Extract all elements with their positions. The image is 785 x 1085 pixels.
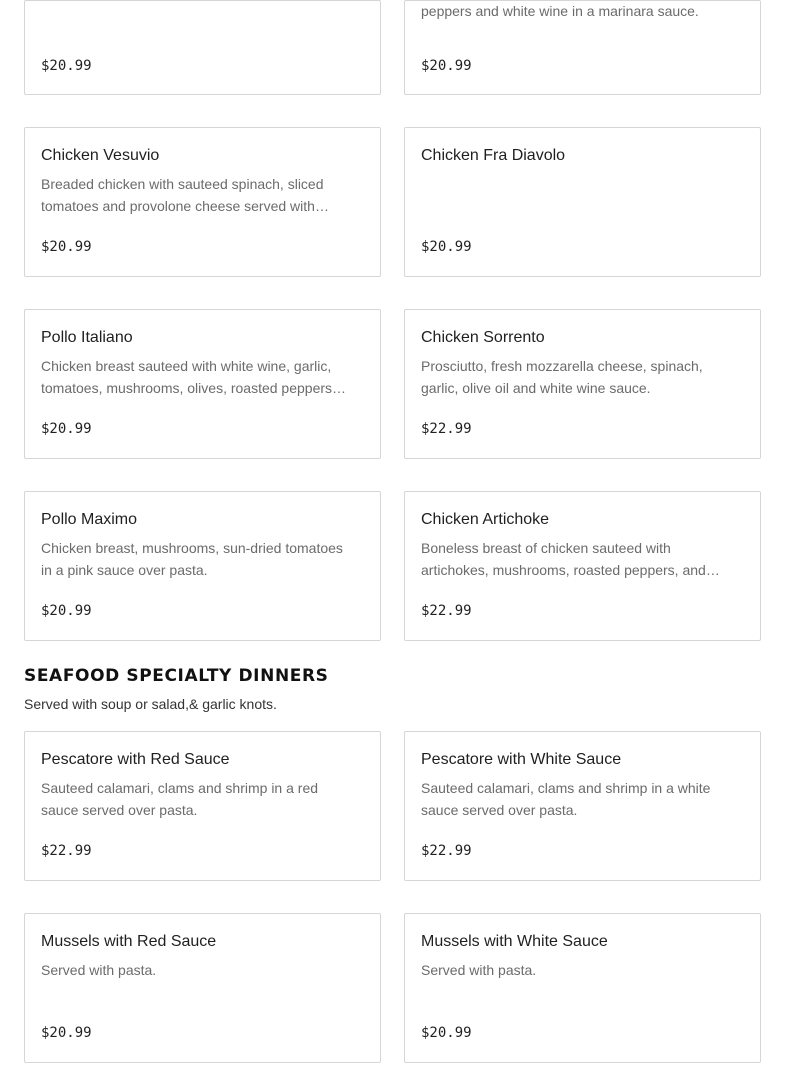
menu-item-description: Served with pasta. xyxy=(41,962,157,978)
menu-item-card[interactable] xyxy=(24,731,381,881)
menu-item-price: $20.99 xyxy=(421,58,472,74)
section-subtitle: Served with soup or salad,& garlic knots. xyxy=(24,696,277,712)
menu-item-description: Sauteed calamari, clams and shrimp in a white sauce served over pasta. xyxy=(421,780,711,818)
menu-item-name: Pescatore with Red Sauce xyxy=(41,751,230,768)
menu-item-card[interactable] xyxy=(24,491,381,641)
menu-item-price: $22.99 xyxy=(41,843,92,859)
menu-page xyxy=(24,0,761,1085)
menu-item-price: $20.99 xyxy=(41,58,92,74)
menu-item-name: Mussels with White Sauce xyxy=(421,933,608,950)
menu-item-card[interactable] xyxy=(404,0,761,95)
menu-item-card[interactable] xyxy=(24,913,381,1063)
menu-item-description: Boneless breast of chicken sauteed with artichokes, mushrooms, roasted peppers, and… xyxy=(421,540,720,578)
section-title: SEAFOOD SPECIALTY DINNERS xyxy=(24,666,329,686)
menu-grid-row xyxy=(24,491,761,641)
menu-item-description: Prosciutto, fresh mozzarella cheese, spinach, garlic, olive oil and white wine sauce. xyxy=(421,358,703,396)
menu-item-description: Chicken breast sauteed with white wine, garlic, tomatoes, mushrooms, olives, roasted peppers… xyxy=(41,358,347,396)
menu-item-name: Chicken Sorrento xyxy=(421,329,545,346)
menu-grid-row xyxy=(24,127,761,277)
menu-item-name: Chicken Fra Diavolo xyxy=(421,147,566,164)
menu-item-price: $22.99 xyxy=(421,603,472,619)
menu-item-description: Chicken breast, mushrooms, sun-dried tomatoes in a pink sauce over pasta. xyxy=(41,540,343,578)
menu-grid-row xyxy=(24,309,761,459)
menu-item-name: Mussels with Red Sauce xyxy=(41,933,217,950)
menu-item-price: $22.99 xyxy=(421,421,472,437)
menu-item-price: $20.99 xyxy=(41,239,92,255)
menu-item-price: $20.99 xyxy=(41,421,92,437)
menu-item-card[interactable] xyxy=(404,491,761,641)
menu-grid-top xyxy=(24,0,761,95)
menu-item-description: Sauteed calamari, clams and shrimp in a red sauce served over pasta. xyxy=(41,780,319,818)
menu-item-name: Chicken Artichoke xyxy=(421,511,550,528)
menu-item-price: $20.99 xyxy=(41,1025,92,1041)
menu-item-name: Pescatore with White Sauce xyxy=(421,751,622,768)
menu-item-card[interactable] xyxy=(24,0,381,95)
menu-item-name: Chicken Vesuvio xyxy=(41,147,160,164)
menu-item-price: $20.99 xyxy=(421,1025,472,1041)
menu-item-card[interactable] xyxy=(404,731,761,881)
menu-item-price: $20.99 xyxy=(41,603,92,619)
menu-item-description: Served with pasta. xyxy=(421,962,537,978)
menu-item-description: Breaded chicken with sauteed spinach, sliced tomatoes and provolone cheese served with… xyxy=(41,176,329,214)
menu-item-name: Pollo Maximo xyxy=(41,511,138,528)
menu-item-description: peppers and white wine in a marinara sauce. xyxy=(421,3,699,19)
menu-item-price: $20.99 xyxy=(421,239,472,255)
menu-grid-row xyxy=(24,913,761,1063)
menu-grid-row xyxy=(24,731,761,881)
menu-item-card[interactable] xyxy=(24,127,381,277)
menu-item-price: $22.99 xyxy=(421,843,472,859)
menu-item-card[interactable] xyxy=(404,913,761,1063)
menu-item-name: Pollo Italiano xyxy=(41,329,133,346)
menu-item-card[interactable] xyxy=(24,309,381,459)
menu-item-card[interactable] xyxy=(404,127,761,277)
menu-item-card[interactable] xyxy=(404,309,761,459)
